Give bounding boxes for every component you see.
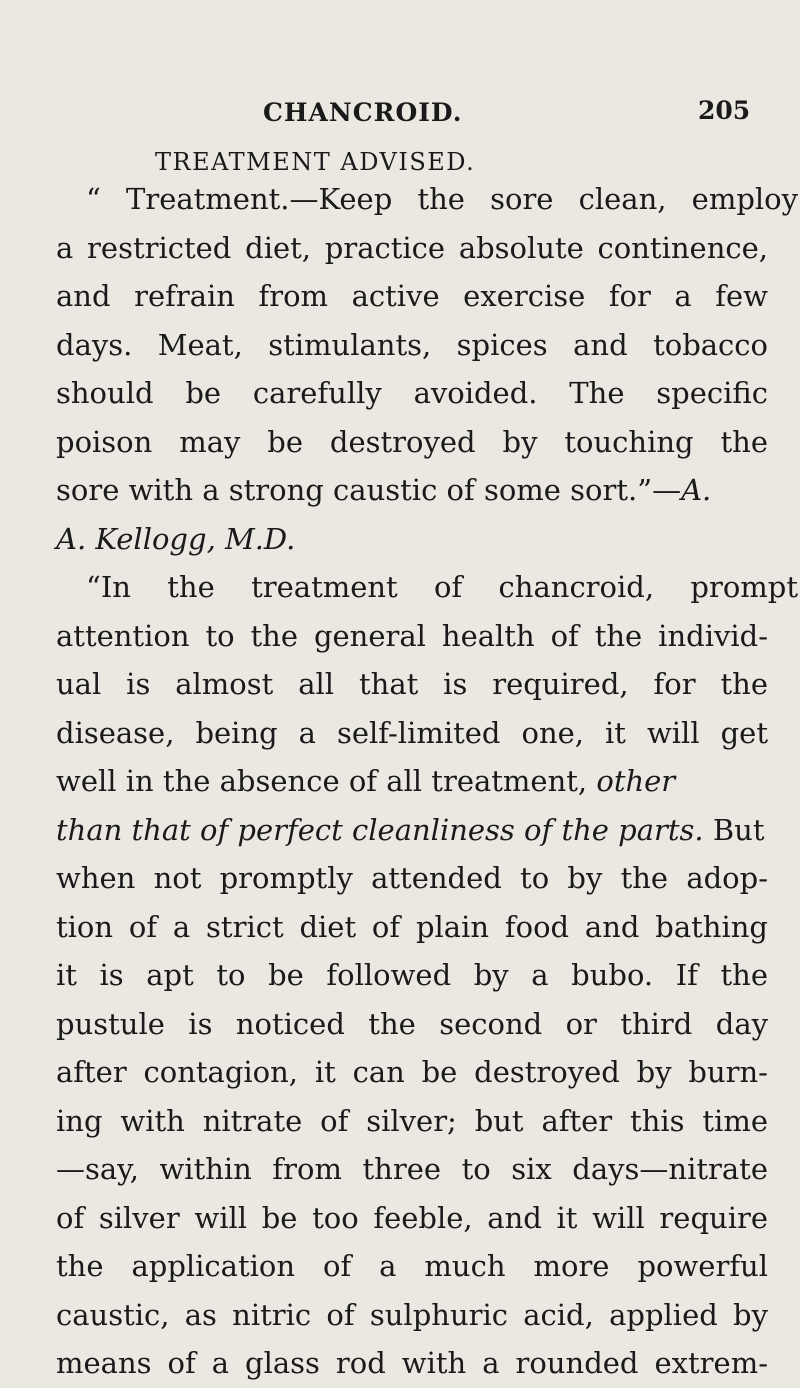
attribution: A. Kellogg, M.D. [56, 521, 296, 556]
text-line: caustic, as nitric of sulphuric acid, applied by [56, 1297, 768, 1332]
text-line: of silver will be too feeble, and it will require [56, 1200, 768, 1235]
text-line: poison may be destroyed by touching the [56, 424, 768, 459]
text-line: and refrain from active exercise for a few [56, 279, 768, 313]
text-line: sore with a strong caustic of some sort.”—A. [56, 473, 712, 507]
text-line: well in the absence of all treatment, other [56, 764, 676, 798]
text-line: “In the treatment of chancroid, prompt [86, 570, 798, 604]
text-line: after contagion, it can be destroyed by burn- [56, 1055, 768, 1089]
text-line: means of a glass rod with a rounded extrem- [56, 1346, 768, 1380]
text-line: ing with nitrate of silver; but after this time [56, 1103, 768, 1138]
text-line: ual is almost all that is required, for the [56, 667, 768, 701]
text-line: it is apt to be followed by a bubo. If the [56, 958, 768, 992]
page-number: 205 [698, 96, 751, 125]
text-line: disease, being a self-limited one, it will get [56, 715, 768, 750]
body-text [56, 175, 798, 1388]
text-line: should be carefully avoided. The specific [56, 376, 768, 410]
text-line: attention to the general health of the individ- [56, 618, 768, 653]
text-line: days. Meat, stimulants, spices and tobacco [56, 327, 768, 362]
text-line: a restricted diet, practice absolute continence, [56, 230, 768, 265]
text-line: —say, within from three to six days—nitrate [56, 1152, 768, 1186]
running-head: CHANCROID. [263, 98, 463, 127]
text-line: than that of perfect cleanliness of the parts. But [56, 812, 765, 847]
section-title: TREATMENT ADVISED. [155, 148, 476, 176]
text-line: the application of a much more powerful [56, 1249, 768, 1283]
text-line: pustule is noticed the second or third day [56, 1006, 768, 1041]
text-line: when not promptly attended to by the adop- [56, 861, 768, 895]
text-line: tion of a strict diet of plain food and bathing [56, 909, 768, 944]
text-line: “ Treatment.—Keep the sore clean, employ [86, 182, 798, 216]
